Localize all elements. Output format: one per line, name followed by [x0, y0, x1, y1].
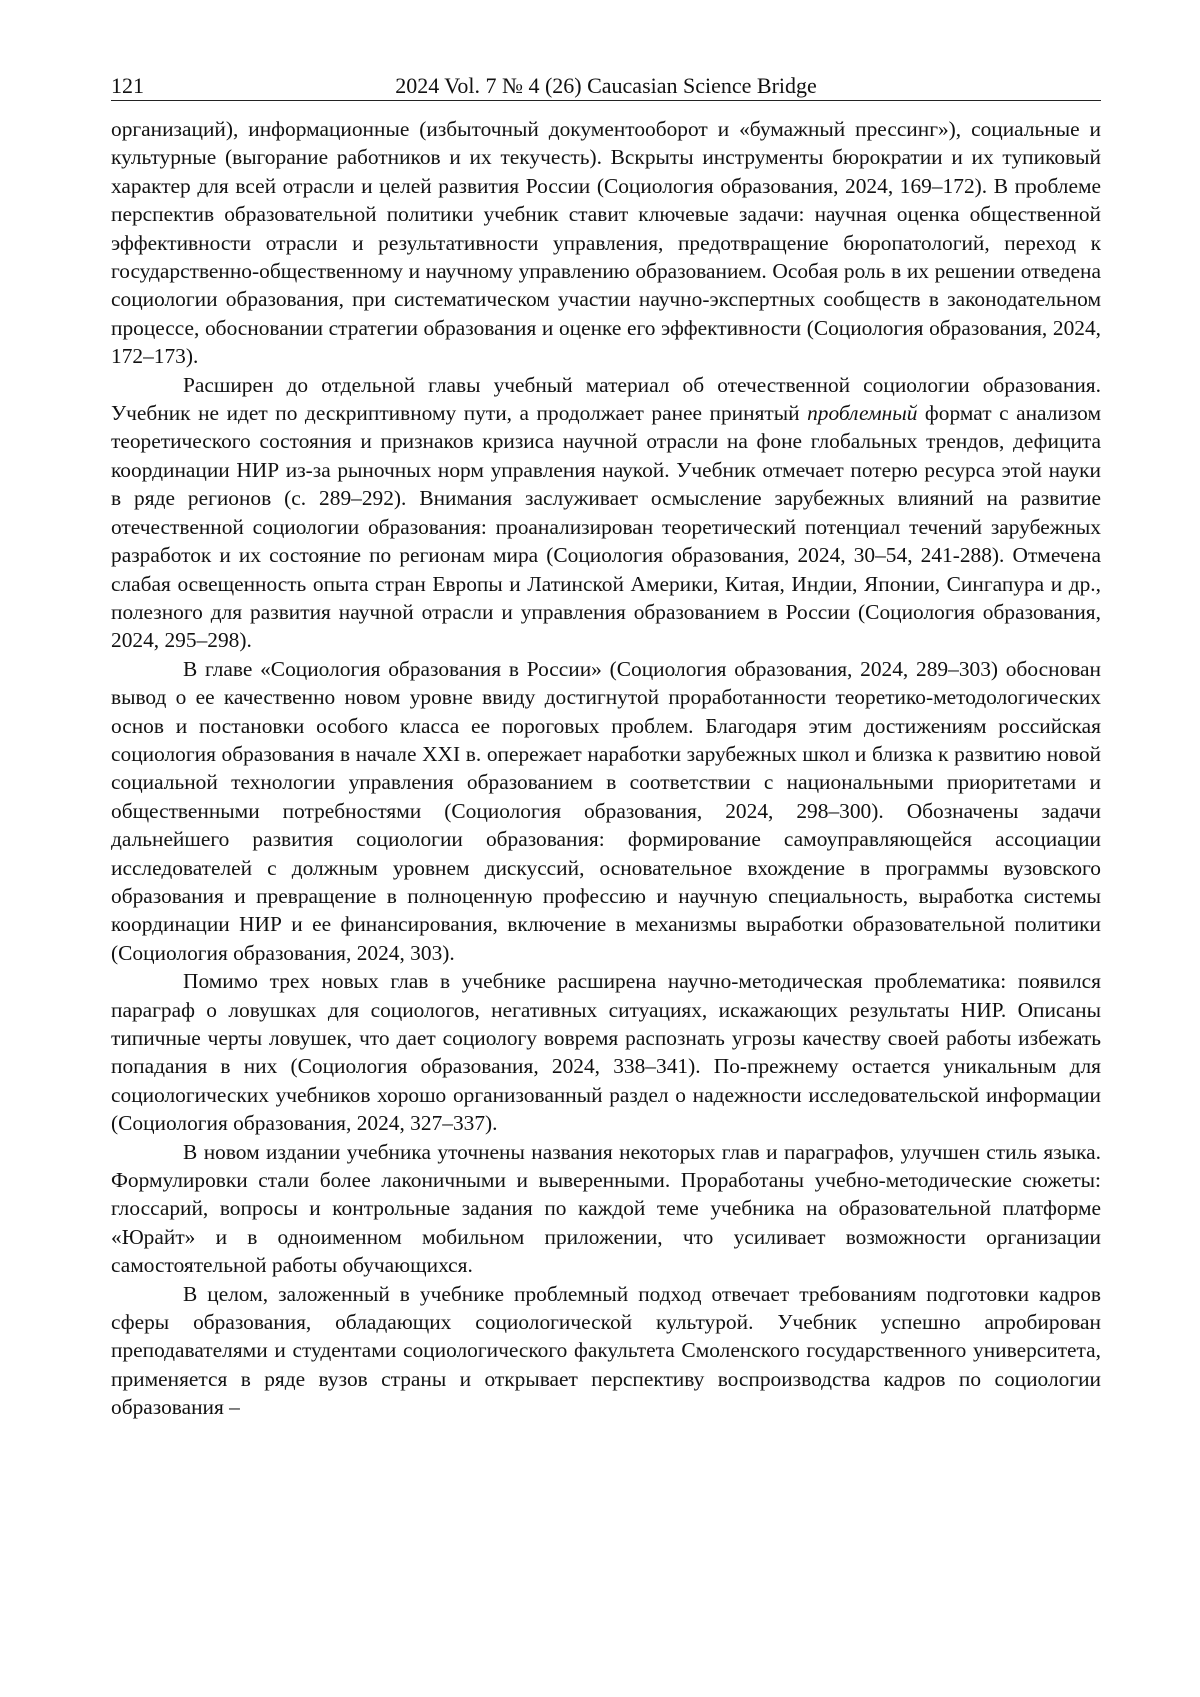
paragraph-5: В новом издании учебника уточнены названия некоторых глав и параграфов, улучшен стиль языка. Формулировки стали более лаконичными и выверенными. Проработаны учебно-методические сюжеты: глоссарий, вопросы и контрольные задания по каждой теме учебника на образовательной платформе «Юрайт» и в одноименном мобильном приложении, что усиливает возможности организации самостоятельной работы обучающихся. — [111, 1138, 1101, 1280]
journal-title: 2024 Vol. 7 № 4 (26) Caucasian Science Bridge — [111, 72, 1101, 100]
article-body — [111, 115, 1101, 1422]
paragraph-4: Помимо трех новых глав в учебнике расширена научно-методическая проблематика: появился параграф о ловушках для социологов, негативных ситуациях, искажающих результаты НИР. Описаны типичные черты ловушек, что дает социологу вовремя распознать угрозы качеству своей работы избежать попадания в них (Социология образования, 2024, 338–341). По-прежнему остается уникальным для социологических учебников хорошо организованный раздел о надежности исследовательской информации (Социология образования, 2024, 327–337). — [111, 967, 1101, 1137]
page-number: 121 — [111, 72, 144, 100]
paragraph-2 — [111, 371, 1101, 655]
paragraph-2-start: Расширен до отдельной главы учебный материал об отечественной социологии образования. Учебник не идет по дескриптивному пути, а продолжает ранее принятый — [111, 373, 1101, 425]
emphasis-problem-term: проблемный — [807, 401, 917, 425]
paragraph-2-end: формат с анализом теоретического состояния и признаков кризиса научной отрасли на фоне глобальных трендов, дефицита координации НИР из-за рыночных норм управления наукой. Учебник отмечает потерю ресурса этой науки в ряде регионов (с. 289–292). Внимания заслуживает осмысление зарубежных влияний на развитие отечественной социологии образования: проанализирован теоретический потенциал течений зарубежных разработок и их состояние по регионам мира (Социология образования, 2024, 30–54, 241-288). Отмечена слабая освещенность опыта стран Европы и Латинской Америки, Китая, Индии, Японии, Сингапура и др., полезного для развития научной отрасли и управления образованием в России (Социология образования, 2024, 295–298). — [111, 401, 1101, 652]
page — [111, 66, 1101, 1422]
paragraph-3: В главе «Социология образования в России» (Социология образования, 2024, 289–303) обоснован вывод о ее качественно новом уровне ввиду достигнутой проработанности теоретико-методологических основ и постановки особого класса ее пороговых проблем. Благодаря этим достижениям российская социология образования в начале XXI в. опережает наработки зарубежных школ и близка к развитию новой социальной технологии управления образованием в соответствии с национальными приоритетами и общественными потребностями (Социология образования, 2024, 298–300). Обозначены задачи дальнейшего развития социологии образования: формирование самоуправляющейся ассоциации исследователей с должным уровнем дискуссий, основательное вхождение в программы вузовского образования и превращение в полноценную профессию и научную специальность, выработка системы координации НИР и ее финансирования, включение в механизмы выработки образовательной политики (Социология образования, 2024, 303). — [111, 655, 1101, 967]
paragraph-6: В целом, заложенный в учебнике проблемный подход отвечает требованиям подготовки кадров сферы образования, обладающих социологической культурой. Учебник успешно апробирован преподавателями и студентами социологического факультета Смоленского государственного университета, применяется в ряде вузов страны и открывает перспективу воспроизводства кадров по социологии образования – — [111, 1280, 1101, 1422]
paragraph-1: организаций), информационные (избыточный документооборот и «бумажный прессинг»), социальные и культурные (выгорание работников и их текучесть). Вскрыты инструменты бюрократии и их тупиковый характер для всей отрасли и целей развития России (Социология образования, 2024, 169–172). В проблеме перспектив образовательной политики учебник ставит ключевые задачи: научная оценка общественной эффективности отрасли и результативности управления, предотвращение бюропатологий, переход к государственно-общественному и научному управлению образованием. Особая роль в их решении отведена социологии образования, при систематическом участии научно-экспертных сообществ в законодательном процессе, обосновании стратегии образования и оценке его эффективности (Социология образования, 2024, 172–173). — [111, 115, 1101, 371]
running-header — [111, 66, 1101, 101]
